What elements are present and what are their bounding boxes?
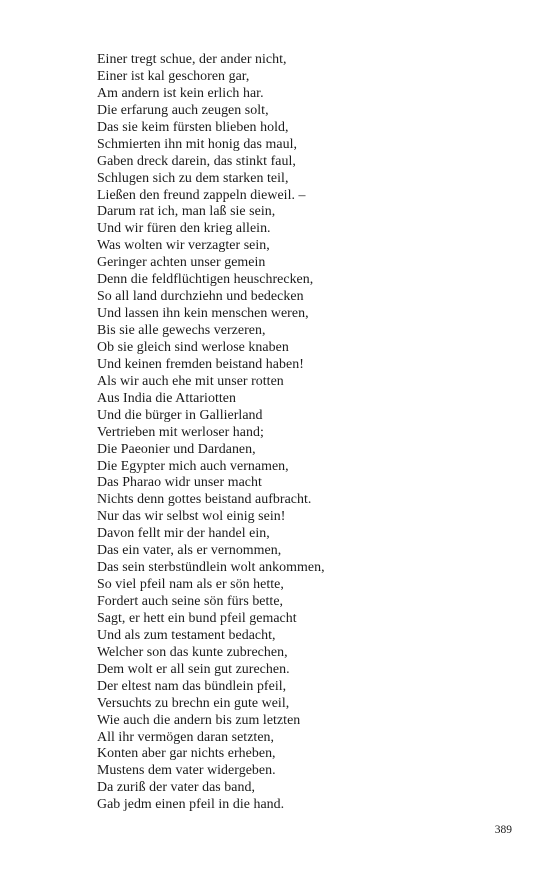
verse-line: Nur das wir selbst wol einig sein! xyxy=(97,509,286,525)
verse-line: Mustens dem vater widergeben. xyxy=(97,763,276,779)
verse-line: Fordert auch seine sön fürs bette, xyxy=(97,594,284,609)
verse-line: So viel pfeil nam als er sön hette, xyxy=(97,577,284,593)
verse-line: Und die bürger in Gallierland xyxy=(97,407,263,423)
verse-line: Und lassen ihn kein menschen weren, xyxy=(97,306,309,322)
verse-line: Aus India die Attariotten xyxy=(97,390,236,406)
verse-line: Gaben dreck darein, das stinkt faul, xyxy=(97,153,296,169)
verse-line: Ließen den freund zappeln dieweil. – xyxy=(97,187,306,203)
verse-line: Sagt, er hett ein bund pfeil gemacht xyxy=(97,610,297,626)
verse-line: Schmierten ihn mit honig das maul, xyxy=(97,136,298,152)
verse-line: Geringer achten unser gemein xyxy=(97,255,266,271)
verse-line: Dem wolt er all sein gut zurechen. xyxy=(97,661,290,677)
verse-line: Einer tregt schue, der ander nicht, xyxy=(97,52,287,67)
verse-line: So all land durchziehn und bedecken xyxy=(97,289,304,305)
verse-line: Welcher son das kunte zubrechen, xyxy=(97,644,288,660)
verse-line: Vertrieben mit werloser hand; xyxy=(97,424,264,440)
verse-line: Als wir auch ehe mit unser rotten xyxy=(97,373,284,389)
verse-line: Das sie keim fürsten blieben hold, xyxy=(97,119,289,135)
verse-line: Was wolten wir verzagter sein, xyxy=(97,238,270,254)
verse-line: Die Egypter mich auch vernamen, xyxy=(97,458,289,474)
verse-line: Ob sie gleich sind werlose knaben xyxy=(97,339,289,355)
verse-line: Darum rat ich, man laß sie sein, xyxy=(97,204,276,220)
verse-line: Gab jedm einen pfeil in die hand. xyxy=(97,797,285,813)
poem-text xyxy=(97,52,517,814)
verse-line: Und wir füren den krieg allein. xyxy=(97,221,271,237)
verse-line: Da zuriß der vater das band, xyxy=(97,780,255,796)
page-number: 389 xyxy=(494,824,512,836)
verse-line: Einer ist kal geschoren gar, xyxy=(97,68,250,84)
verse-line: Das ein vater, als er vernommen, xyxy=(97,543,282,559)
verse-line: All ihr vermögen daran setzten, xyxy=(97,729,275,745)
verse-line: Wie auch die andern bis zum letzten xyxy=(97,712,301,728)
verse-line: Davon fellt mir der handel ein, xyxy=(97,526,270,542)
verse-line: Und keinen fremden beistand haben! xyxy=(97,356,304,372)
verse-line: Denn die feldflüchtigen heuschrecken, xyxy=(97,272,314,288)
verse-line: Konten aber gar nichts erheben, xyxy=(97,746,276,762)
verse-line: Am andern ist kein erlich har. xyxy=(97,85,264,101)
verse-line: Und als zum testament bedacht, xyxy=(97,627,276,643)
verse-line: Die Paeonier und Dardanen, xyxy=(97,441,256,457)
verse-line: Das sein sterbstündlein wolt ankommen, xyxy=(97,560,325,576)
verse-line: Der eltest nam das bündlein pfeil, xyxy=(97,678,287,694)
verse-line: Versuchts zu brechn ein gute weil, xyxy=(97,695,290,711)
verse-line: Nichts denn gottes beistand aufbracht. xyxy=(97,492,312,508)
verse-line: Das Pharao widr unser macht xyxy=(97,475,262,491)
verse-line: Bis sie alle gewechs verzeren, xyxy=(97,323,266,338)
verse-line: Die erfarung auch zeugen solt, xyxy=(97,102,269,118)
verse-line: Schlugen sich zu dem starken teil, xyxy=(97,170,289,186)
